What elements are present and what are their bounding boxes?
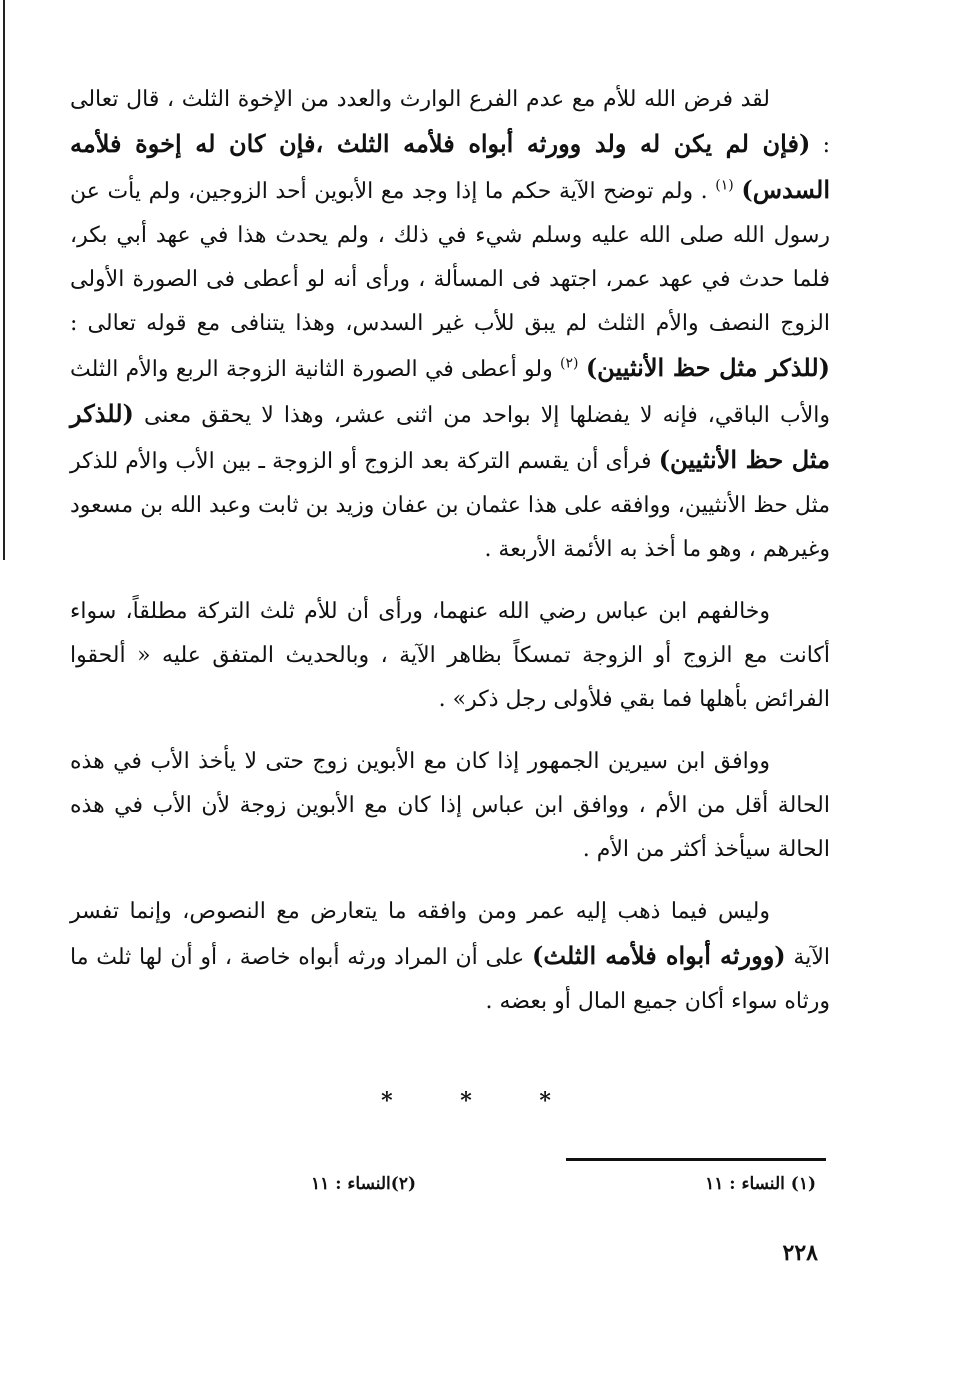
p1-text-4: فرأى أن يقسم التركة بعد الزوج أو الزوجة ـ بين الأب والأم للذكر مثل حظ الأنثيين، ووافقه على هذا عثمان بن عفان وزيد بن ثابت وعبد الله بن مسعود وغيرهم ، وهو ما أخذ به الأئمة الأربعة . bbox=[70, 449, 830, 562]
footnote-1: (١) النساء : ١١ bbox=[705, 1174, 816, 1194]
quran-verse-2: (للذكر مثل حظ الأنثيين) bbox=[585, 353, 830, 382]
quran-verse-3: (للذكر مثل حظ الأنثيين) bbox=[70, 399, 830, 474]
p3-text: ووافق ابن سيرين الجمهور إذا كان مع الأبوين زوج حتى لا يأخذ الأب في هذه الحالة أقل من الأم ، ووافق ابن عباس إذا كان مع الأبوين زوجة لأن الأب في هذه الحالة سيأخذ أكثر من الأم . bbox=[70, 749, 830, 862]
footnote-rule bbox=[566, 1158, 826, 1161]
paragraph-4 bbox=[70, 890, 830, 1024]
paragraph-1 bbox=[70, 78, 830, 572]
p4-text-1: وليس فيما ذهب إليه عمر ومن وافقه ما يتعارض مع النصوص، وإنما تفسر الآية bbox=[70, 899, 830, 970]
p1-text-3: ولو أعطى في الصورة الثانية الزوجة الربع والأم الثلث والأب الباقي، فإنه لا يفضلها إلا بواحد من اثنى عشر، وهذا لا يحقق معنى bbox=[70, 357, 830, 428]
footnote-2: (٢)النساء : ١١ bbox=[311, 1174, 416, 1194]
margin-rule bbox=[3, 0, 5, 560]
p1-text-1: لقد فرض الله للأم مع عدم الفرع الوارث والعدد من الإخوة الثلث ، قال تعالى : bbox=[70, 87, 830, 158]
quran-verse-1: (فإن لم يكن له ولد وورثه أبواه فلأمه الثلث ،فإن كان له إخوة فلأمه السدس) bbox=[70, 129, 830, 204]
section-separator: * * * bbox=[381, 1088, 581, 1114]
p2-text: وخالفهم ابن عباس رضي الله عنهما، ورأى أن للأم ثلث التركة مطلقاً، سواء أكانت مع الزوج أو الزوجة تمسكاً بظاهر الآية ، وبالحديث المتفق عليه « ألحقوا الفرائض بأهلها فما بقي فلأولى رجل ذكر» . bbox=[70, 599, 830, 712]
p4-text-2: على أن المراد ورثه أبواه خاصة ، أو أن لها ثلث ما ورثاه سواء أكان جميع المال أو بعضه . bbox=[70, 945, 830, 1014]
quran-verse-4: (وورثه أبواه فلأمه الثلث) bbox=[532, 941, 786, 970]
page-number: ٢٢٨ bbox=[782, 1240, 818, 1266]
footnote-ref-1: (١) bbox=[715, 177, 734, 194]
paragraph-2 bbox=[70, 590, 830, 722]
p1-text-2: . ولم توضح الآية حكم ما إذا وجد مع الأبوين أحد الزوجين، ولم يأت عن رسول الله صلى الله عليه وسلم شيء في ذلك ، ولم يحدث هذا في عهد أبي بكر، فلما حدث في عهد عمر، اجتهد فى المسألة ، ورأى أنه لو أعطى فى الصورة الأولى الزوج النصف والأم الثلث لم يبق للأب غير السدس، وهذا يتنافى مع قوله تعالى : bbox=[70, 179, 830, 336]
footnote-ref-2: (٢) bbox=[560, 355, 579, 372]
body-text bbox=[70, 78, 830, 1042]
paragraph-3 bbox=[70, 740, 830, 872]
